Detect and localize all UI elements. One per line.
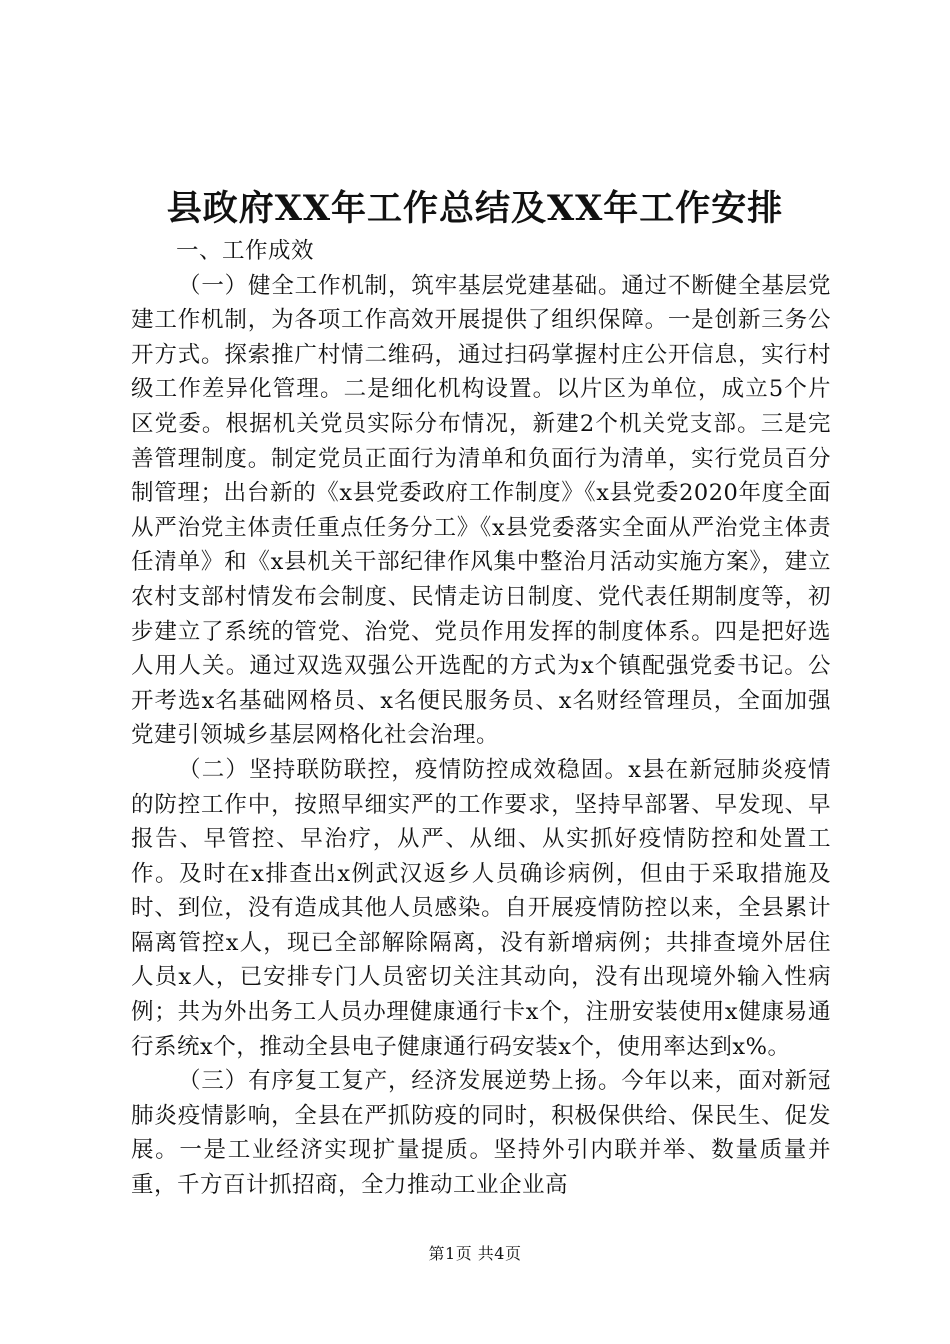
page-number-footer: 第1页 共4页 [428, 1244, 522, 1263]
document-body [131, 234, 831, 1203]
document-title: 县政府XX年工作总结及XX年工作安排 [166, 188, 784, 229]
paragraph-3: （三）有序复工复产，经济发展逆势上扬。今年以来，面对新冠肺炎疫情影响，全县在严抓防疫的同时，积极保供给、保民生、促发展。一是工业经济实现扩量提质。坚持外引内联并举、数量质量并重，千方百计抓招商，全力推动工业企业高 [131, 1068, 831, 1199]
paragraph-2: （二）坚持联防联控，疫情防控成效稳固。x县在新冠肺炎疫情的防控工作中，按照早细实严的工作要求，坚持早部署、早发现、早报告、早管控、早治疗，从严、从细、从实抓好疫情防控和处置工作。及时在x排查出x例武汉返乡人员确诊病例，但由于采取措施及时、到位，没有造成其他人员感染。自开展疫情防控以来，全县累计隔离管控x人，现已全部解除隔离，没有新增病例；共排查境外居住人员x人，已安排专门人员密切关注其动向，没有出现境外输入性病例；共为外出务工人员办理健康通行卡x个，注册安装使用x健康易通行系统x个，推动全县电子健康通行码安装x个，使用率达到x%。 [131, 756, 831, 1060]
paragraph-1: （一）健全工作机制，筑牢基层党建基础。通过不断健全基层党建工作机制，为各项工作高效开展提供了组织保障。一是创新三务公开方式。探索推广村情二维码，通过扫码掌握村庄公开信息，实行村级工作差异化管理。二是细化机构设置。以片区为单位，成立5个片区党委。根据机关党员实际分布情况，新建2个机关党支部。三是完善管理制度。制定党员正面行为清单和负面行为清单，实行党员百分制管理；出台新的《x县党委政府工作制度》《x县党委2020年度全面从严治党主体责任重点任务分工》《x县党委落实全面从严治党主体责任清单》和《x县机关干部纪律作风集中整治月活动实施方案》，建立农村支部村情发布会制度、民情走访日制度、党代表任期制度等，初步建立了系统的管党、治党、党员作用发挥的制度体系。四是把好选人用人关。通过双选双强公开选配的方式为x个镇配强党委书记。公开考选x名基础网格员、x名便民服务员、x名财经管理员，全面加强党建引领城乡基层网格化社会治理。 [131, 272, 831, 749]
section-heading: 一、工作成效 [176, 238, 315, 264]
